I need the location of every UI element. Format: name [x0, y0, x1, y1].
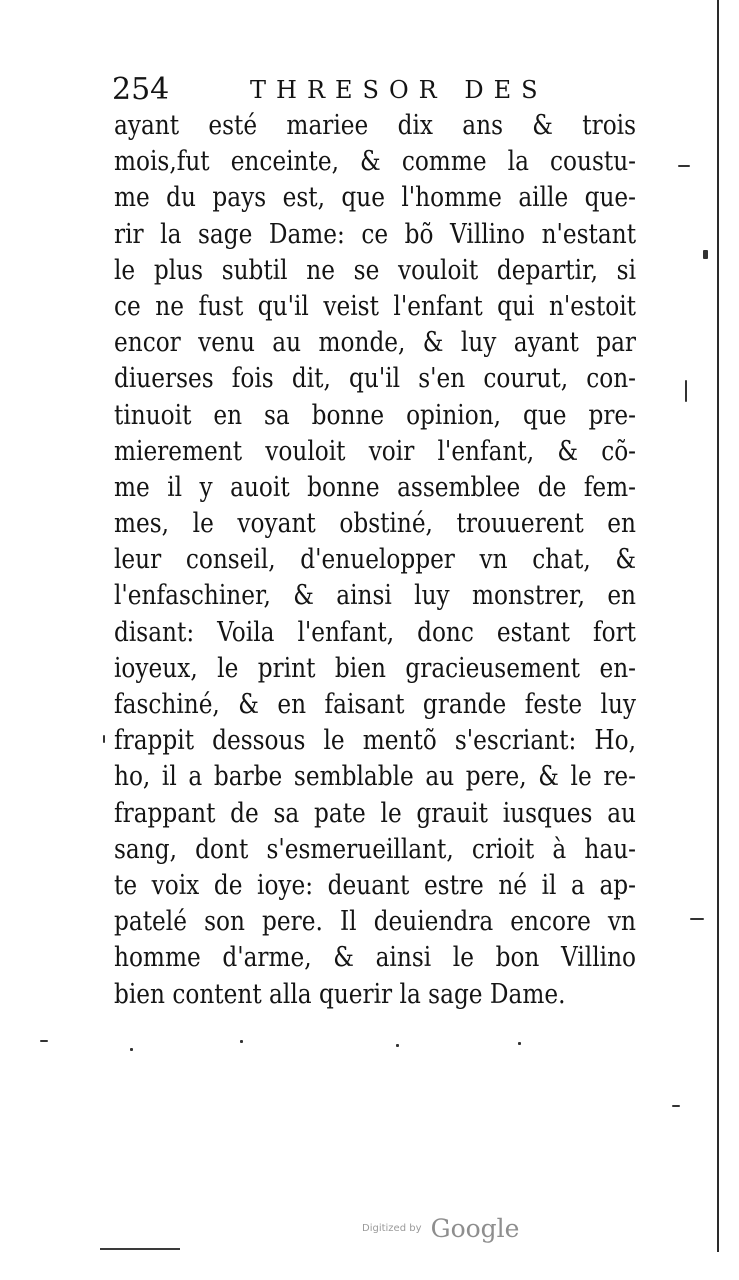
- ink-speck: [240, 1040, 243, 1043]
- text-line: mierement vouloit voir l'enfant, & cõ-: [114, 435, 637, 467]
- ink-speck: [678, 165, 690, 167]
- ink-speck: [703, 250, 708, 259]
- page-edge-rule: [717, 0, 719, 1252]
- ink-speck: [103, 735, 105, 743]
- ink-speck: [685, 380, 687, 402]
- text-line: homme d'arme, & ainsi le bon Villino: [114, 942, 637, 974]
- text-line: ioyeux, le print bien gracieusement en-: [114, 652, 637, 684]
- text-line: sang, dont s'esmerueillant, crioit à hau-: [114, 833, 637, 865]
- text-line: me du pays est, que l'homme aille que-: [114, 182, 637, 214]
- ink-speck: [690, 918, 704, 920]
- ink-speck: [130, 1048, 133, 1051]
- google-logo: Google: [430, 1214, 520, 1243]
- text-line: diuerses fois dit, qu'il s'en courut, con-: [114, 363, 637, 395]
- page-number: 254: [112, 72, 170, 107]
- text-line: disant: Voila l'enfant, donc estant fort: [114, 616, 637, 648]
- text-line: leur conseil, d'enuelopper vn chat, &: [114, 544, 637, 576]
- text-line: te voix de ioye: deuant estre né il a ap-: [114, 869, 637, 901]
- text-line: l'enfaschiner, & ainsi luy monstrer, en: [114, 580, 637, 612]
- text-line: bien content alla querir la sage Dame.: [114, 978, 566, 1010]
- ink-speck: [672, 1105, 680, 1107]
- bottom-rule: [100, 1248, 180, 1250]
- text-line: ayant esté mariee dix ans & trois: [114, 110, 637, 141]
- ink-speck: [40, 1040, 48, 1042]
- text-line: patelé son pere. Il deuiendra encore vn: [114, 906, 637, 938]
- text-line: frappit dessous le mentõ s'escriant: Ho,: [114, 725, 637, 757]
- text-line: frappant de sa pate le grauit iusques au: [114, 797, 637, 829]
- text-line: encor venu au monde, & luy ayant par: [114, 327, 637, 359]
- text-line: me il y auoit bonne assemblee de fem-: [114, 471, 637, 503]
- text-line: mois,fut enceinte, & comme la coustu-: [114, 146, 637, 178]
- ink-speck: [518, 1042, 521, 1045]
- text-line: le plus subtil ne se vouloit departir, si: [114, 254, 637, 286]
- body-text: [114, 108, 636, 1013]
- text-line: faschiné, & en faisant grande feste luy: [114, 689, 637, 720]
- ink-speck: [396, 1044, 399, 1047]
- running-title: THRESOR DES: [250, 76, 548, 104]
- text-line: ho, il a barbe semblable au pere, & le re-: [114, 761, 637, 793]
- text-line: tinuoit en sa bonne opinion, que pre-: [114, 399, 637, 431]
- google-watermark: [362, 1214, 519, 1243]
- text-line: mes, le voyant obstiné, trouuerent en: [114, 508, 637, 540]
- digitized-by-label: Digitized by: [362, 1223, 422, 1234]
- page-header: [112, 70, 582, 110]
- text-line: rir la sage Dame: ce bõ Villino n'estant: [114, 218, 637, 250]
- text-line: ce ne fust qu'il veist l'enfant qui n'estoit: [114, 290, 637, 322]
